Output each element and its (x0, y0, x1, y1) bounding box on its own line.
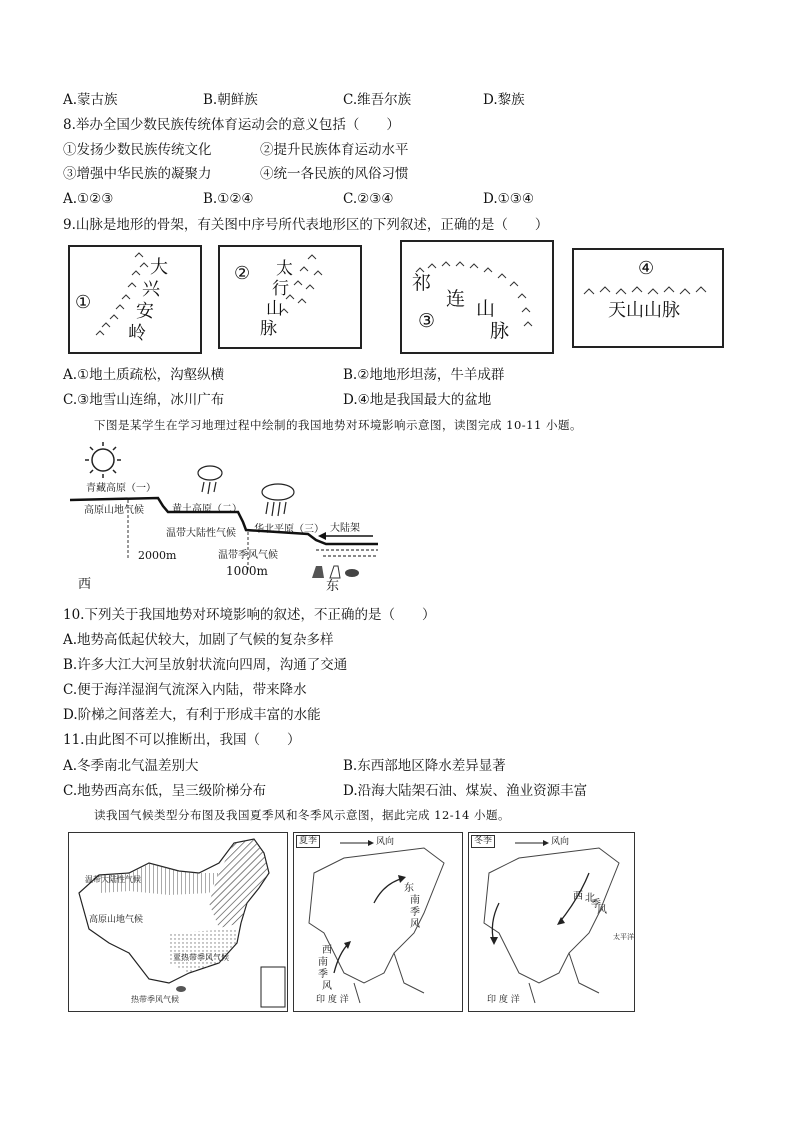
panel-2-name-4: 脉 (260, 319, 277, 339)
panel-2-number: ② (234, 263, 251, 284)
panel-1-name-3: 安 (136, 301, 154, 322)
panel-2-name-2: 行 (272, 279, 289, 299)
panel-4-name: 天山山脉 (608, 300, 680, 321)
q9-option-c: C.③地雪山连绵，冰川广布 (63, 392, 225, 408)
q7-option-b: B.朝鲜族 (203, 92, 258, 108)
panel-3-number: ③ (418, 310, 436, 332)
q8-option-a: A.①②③ (63, 191, 114, 207)
panel-3-name-3: 山 (476, 298, 496, 320)
q8-item-4: ④统一各民族的风俗习惯 (260, 166, 409, 182)
q9-option-b: B.②地地形坦荡，牛羊成群 (343, 367, 505, 383)
label-1000m: 1000m (226, 564, 268, 578)
sun-icon (85, 442, 121, 478)
panel-4-number: ④ (638, 258, 655, 279)
label-plateau-climate: 高原山地气候 (84, 505, 144, 516)
panel-2-name-1: 太 (276, 259, 293, 279)
winter-legend: 风向 (551, 837, 570, 847)
summer-label-4: 风 (410, 919, 420, 930)
panel-1-number: ① (75, 292, 92, 313)
climate-label-subtropical: 亚热带季风气候 (173, 953, 229, 962)
q9-panel-4 (572, 248, 724, 348)
q9-option-d: D.④地是我国最大的盆地 (343, 392, 492, 408)
panel-1-name-1: 大 (150, 257, 168, 278)
summer-label-6: 南 (318, 957, 328, 968)
winter-side-label: 太平洋 (613, 933, 634, 941)
q11-option-a: A.冬季南北气温差别大 (63, 758, 199, 774)
panel-1-name-2: 兴 (142, 279, 160, 300)
q11-option-d: D.沿海大陆架石油、煤炭、渔业资源丰富 (343, 783, 588, 799)
q11-option-c: C.地势西高东低，呈三级阶梯分布 (63, 783, 267, 799)
q9-panel-3 (400, 240, 554, 354)
q9-option-a: A.①地土质疏松，沟壑纵横 (63, 367, 225, 383)
summer-label-8: 风 (322, 981, 332, 992)
summer-tag: 夏季 (296, 835, 320, 848)
winter-label-3: 季 (591, 899, 601, 910)
summer-legend: 风向 (376, 837, 395, 847)
asia-outline (469, 833, 634, 1011)
q9-stem: 9.山脉是地形的骨架，有关图中序号所代表地形区的下列叙述，正确的是（ ） (63, 217, 549, 233)
cloud-icon (262, 484, 294, 516)
panel-3-name-1: 祁 (412, 272, 432, 294)
label-east: 东 (326, 579, 340, 594)
q10-option-d: D.阶梯之间落差大，有利于形成丰富的水能 (63, 707, 321, 723)
winter-monsoon-map (468, 832, 635, 1012)
label-plateau: 青藏高原（一） (86, 483, 156, 494)
climate-type-map (68, 832, 288, 1012)
label-continental: 温带大陆性气候 (166, 528, 236, 539)
climate-label-plateau: 高原山地气候 (89, 915, 144, 925)
summer-label-7: 季 (318, 969, 328, 980)
winter-ocean: 印 度 洋 (487, 995, 520, 1005)
q7-option-d: D.黎族 (483, 92, 525, 108)
winter-label-1: 西 (573, 891, 583, 902)
intro-10-11: 下图是某学生在学习地理过程中绘制的我国地势对环境影响示意图，读图完成 10-11 小题。 (94, 418, 582, 432)
q10-option-c: C.便于海洋湿润气流深入内陆，带来降水 (63, 682, 307, 698)
q10-option-b: B.许多大江大河呈放射状流向四周，沟通了交通 (63, 657, 348, 673)
asia-outline (294, 833, 462, 1011)
intro-12-14: 读我国气候类型分布图及我国夏季风和冬季风示意图，据此完成 12-14 小题。 (94, 808, 510, 822)
terrain-figure (68, 440, 383, 595)
q8-stem: 8.举办全国少数民族传统体育运动会的意义包括（ ） (63, 117, 400, 133)
q7-option-a: A.蒙古族 (63, 92, 118, 108)
summer-label-2: 南 (410, 895, 420, 906)
q10-option-a: A.地势高低起伏较大，加剧了气候的复杂多样 (63, 632, 334, 648)
summer-label-3: 季 (410, 907, 420, 918)
label-2000m: 2000m (138, 549, 177, 562)
q8-option-c: C.②③④ (343, 191, 394, 207)
q8-item-1: ①发扬少数民族传统文化 (63, 142, 212, 158)
summer-label-1: 东 (404, 883, 414, 894)
summer-label-5: 西 (322, 945, 332, 956)
mountain-symbols (402, 242, 552, 352)
summer-ocean: 印 度 洋 (316, 995, 349, 1005)
q11-stem: 11.由此图不可以推断出，我国（ ） (63, 732, 301, 748)
label-shelf: 大陆架 (330, 523, 360, 534)
winter-tag: 冬季 (471, 835, 495, 848)
q9-panel-1 (68, 245, 202, 354)
climate-label-continental: 温带大陆性气候 (85, 875, 141, 884)
label-huabei: 华北平原（三） (254, 524, 324, 535)
panel-2-name-3: 山 (266, 299, 283, 319)
oil-rig-icon (312, 566, 359, 578)
q9-panel-2 (218, 245, 362, 349)
cloud-icon (198, 466, 222, 494)
label-monsoon: 温带季风气候 (218, 550, 278, 561)
q7-option-c: C.维吾尔族 (343, 92, 412, 108)
q10-stem: 10.下列关于我国地势对环境影响的叙述，不正确的是（ ） (63, 607, 436, 623)
q8-item-3: ③增强中华民族的凝聚力 (63, 166, 212, 182)
winter-label-2: 北 (585, 893, 595, 904)
q8-item-2: ②提升民族体育运动水平 (260, 142, 409, 158)
q8-option-b: B.①②④ (203, 191, 254, 207)
climate-label-tropical: 热带季风气候 (131, 995, 179, 1004)
label-west: 西 (78, 577, 92, 592)
winter-label-4: 风 (597, 905, 607, 916)
q8-option-d: D.①③④ (483, 191, 534, 207)
panel-1-name-4: 岭 (128, 323, 146, 344)
q11-option-b: B.东西部地区降水差异显著 (343, 758, 506, 774)
panel-3-name-4: 脉 (490, 320, 510, 342)
panel-3-name-2: 连 (446, 288, 466, 310)
label-loess: 黄土高原（二） (172, 504, 242, 515)
summer-monsoon-map (293, 832, 463, 1012)
